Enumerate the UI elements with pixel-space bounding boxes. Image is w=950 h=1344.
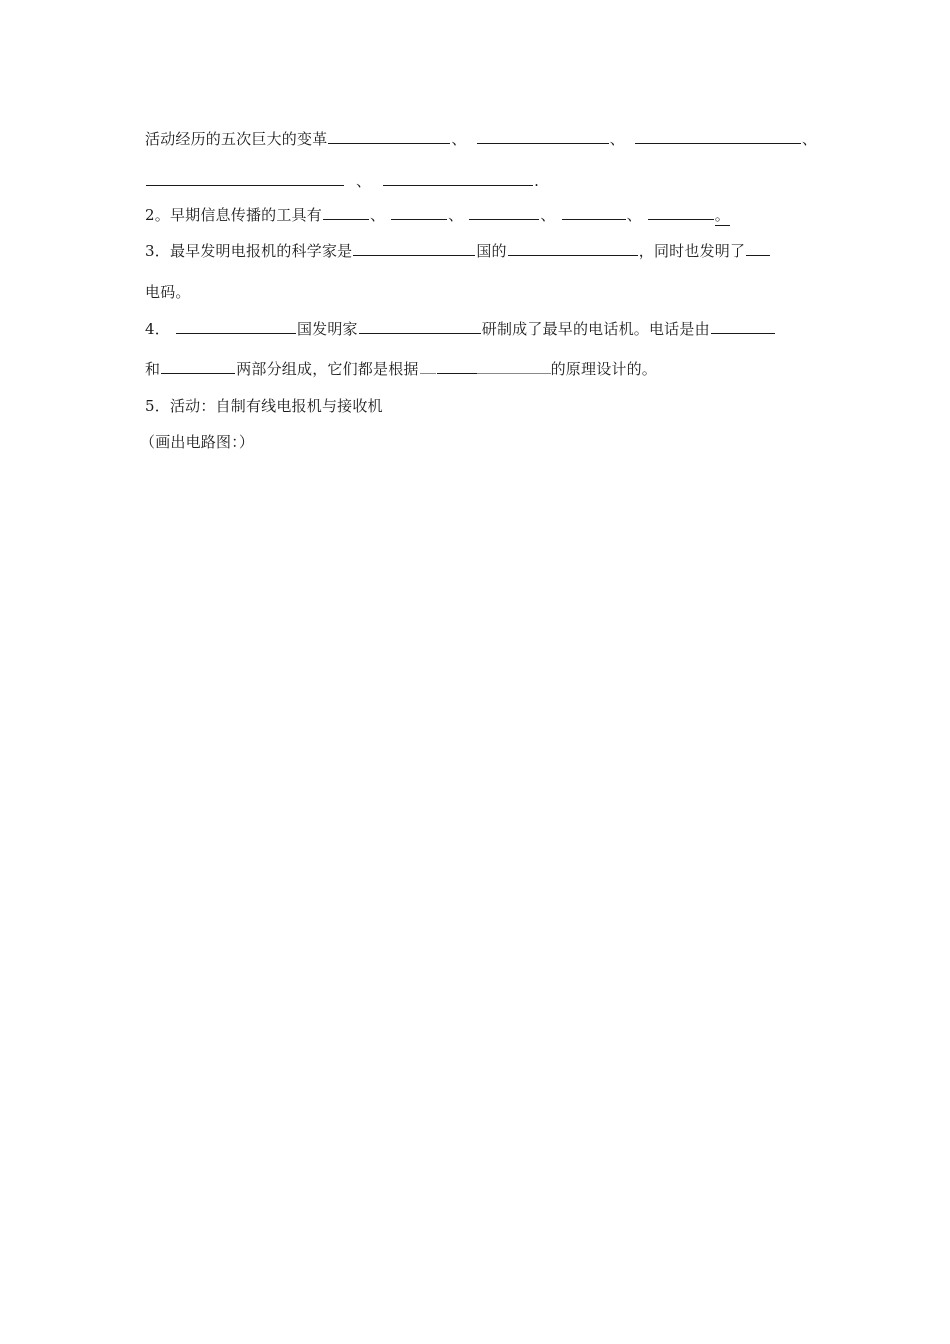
q2-sep-3: 、 xyxy=(540,206,556,224)
q5-note xyxy=(140,432,254,452)
q3-line-2 xyxy=(145,282,191,302)
q1-end: . xyxy=(534,172,540,190)
q4-blank-part-2 xyxy=(161,358,235,374)
q3-blank-country xyxy=(353,240,475,256)
q1-line-1 xyxy=(145,128,817,149)
q4-blank-principle-c xyxy=(477,358,551,374)
q2-sep-1: 、 xyxy=(369,206,386,224)
q1-blank-3 xyxy=(635,128,801,144)
q2-blank-2 xyxy=(391,204,447,220)
q4-line-1 xyxy=(145,318,776,339)
q1-sep-4: 、 xyxy=(355,172,372,190)
q4-mid-1: 国发明家 xyxy=(296,320,358,338)
q4-blank-inventor xyxy=(359,318,481,334)
q2-sep-2: 、 xyxy=(448,206,464,224)
q1-sep-1: 、 xyxy=(451,130,467,148)
q2-end: 。 xyxy=(714,206,730,224)
q1-blank-2 xyxy=(477,128,609,144)
q3-line-2-text: 电码。 xyxy=(145,283,191,301)
q1-blank-5 xyxy=(383,170,533,186)
q2-sep-4: 、 xyxy=(626,206,642,224)
q4-mid-2: 研制成了最早的电话机。电话是由 xyxy=(481,320,710,338)
q2-prefix: 2。早期信息传播的工具有 xyxy=(145,206,322,224)
q1-sep-3: 、 xyxy=(801,130,818,148)
q4-blank-principle-a xyxy=(420,358,436,374)
q1-blank-1 xyxy=(328,128,450,144)
q2-blank-5 xyxy=(648,204,714,220)
q4-blank-country xyxy=(176,318,296,334)
q3-mid-1: 国的 xyxy=(476,242,507,260)
q1-sep-2: 、 xyxy=(609,130,625,148)
q1-line-2 xyxy=(145,170,539,191)
q1-blank-4 xyxy=(146,170,344,186)
q4-line-2-end: 的原理设计的。 xyxy=(550,360,658,378)
q5-title-text: 5．活动：自制有线电报机与接收机 xyxy=(145,397,383,415)
q4-prefix: 4． xyxy=(145,320,170,338)
q4-line-2-prefix: 和 xyxy=(145,360,161,378)
q4-blank-principle-b xyxy=(437,358,477,374)
q4-blank-part-1 xyxy=(711,318,775,334)
q2-blank-3 xyxy=(469,204,539,220)
q3-blank-scientist xyxy=(508,240,638,256)
q5-note-text: （画出电路图：） xyxy=(140,433,255,451)
q5-title xyxy=(145,396,383,416)
q4-line-2-mid: 两部分组成，它们都是根据 xyxy=(236,360,419,378)
q1-prefix: 活动经历的五次巨大的变革 xyxy=(145,130,328,148)
q3-mid-2: ，同时也发明了 xyxy=(638,242,746,260)
q2-blank-1 xyxy=(323,204,369,220)
q2-line xyxy=(145,204,730,226)
q3-blank-code xyxy=(746,240,770,256)
q4-line-2 xyxy=(145,358,657,379)
q3-prefix: 3．最早发明电报机的科学家是 xyxy=(145,242,353,260)
q2-blank-4 xyxy=(562,204,626,220)
q3-line-1 xyxy=(145,240,771,261)
